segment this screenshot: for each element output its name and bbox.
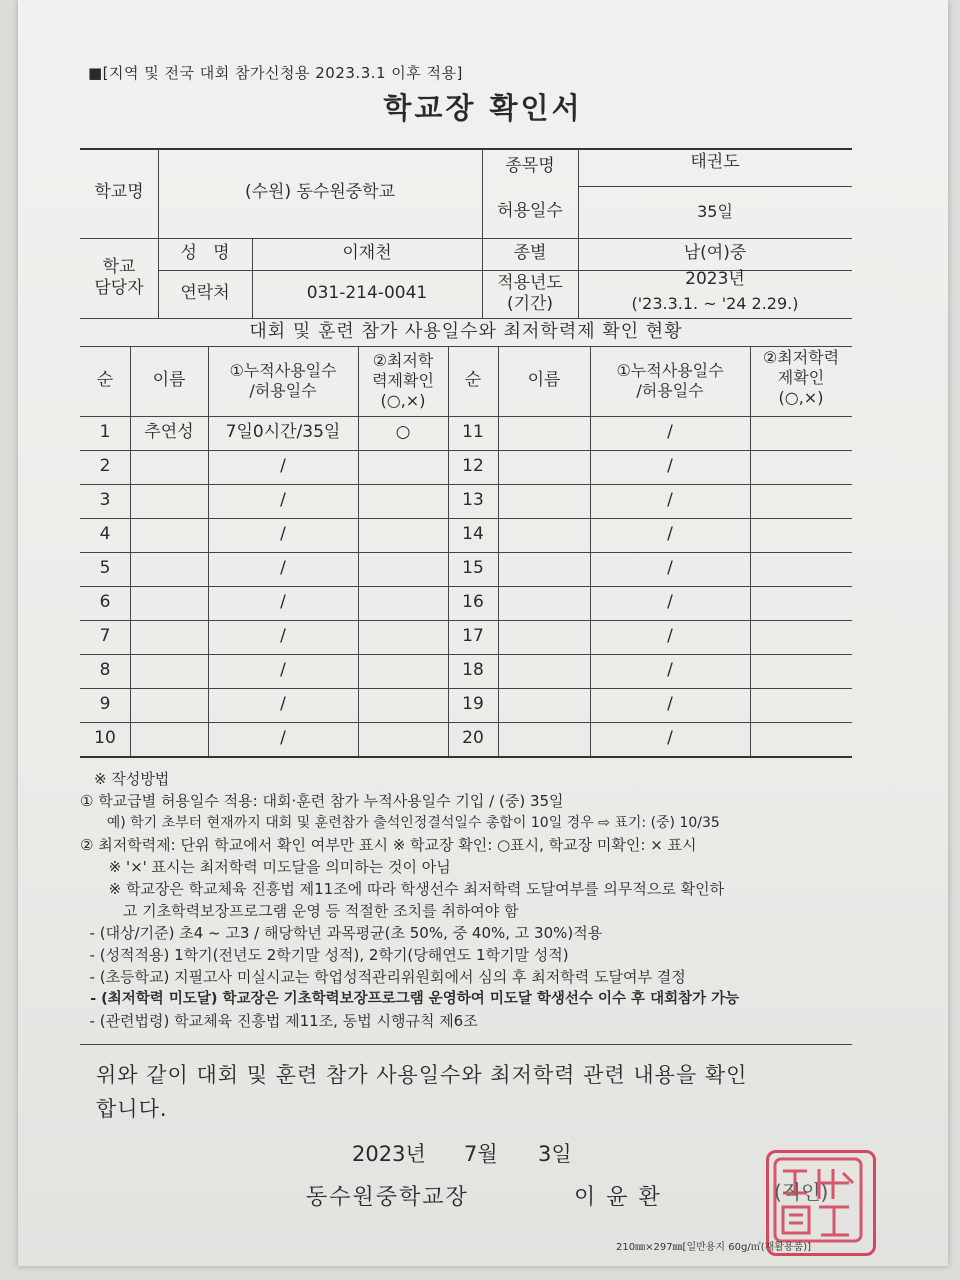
name-value: 이재천 <box>342 243 392 264</box>
row-name <box>498 450 590 484</box>
event-value: 태권도 <box>690 152 740 173</box>
row-no: 10 <box>94 728 116 749</box>
confirmation-line: 위와 같이 대회 및 훈련 참가 사용일수와 최저학력 관련 내용을 확인 <box>96 1063 748 1087</box>
row-check <box>750 484 852 518</box>
confirmation-line: 합니다. <box>96 1097 168 1121</box>
contact-value: 031-214-0041 <box>306 283 428 304</box>
instruction-line: ※ 학교장은 학교체육 진흥법 제11조에 따라 학생선수 최저학력 도달여부를 의무적으로 확인하 <box>80 880 725 898</box>
row-name <box>130 586 208 620</box>
year-period: ('23.3.1. ~ '24 2.29.) <box>631 294 799 313</box>
row-name <box>498 688 590 722</box>
row-no: 20 <box>462 728 484 749</box>
row-no: 3 <box>99 490 111 511</box>
instruction-line: 예) 학기 초부터 현재까지 대회 및 훈련참가 출석인정결석일수 총합이 10일 경우 ⇨ 표기: (중) 10/35 <box>80 815 720 831</box>
row-days: / <box>667 728 673 749</box>
instruction-line: - (관련법령) 학교체육 진흥법 제11조, 동법 시행규칙 제6조 <box>80 1012 478 1030</box>
row-days: / <box>667 456 673 477</box>
row-check <box>750 688 852 722</box>
school-value: (수원) 동수원중학교 <box>244 182 396 203</box>
row-no: 14 <box>462 524 484 545</box>
form-note: ■[지역 및 전국 대회 참가신청용 2023.3.1 이후 적용] <box>88 64 463 82</box>
row-days: / <box>667 558 673 579</box>
school-label: 학교명 <box>94 182 144 203</box>
row-days: / <box>280 456 286 477</box>
header-academic: ②최저학력 제확인 (○,×) <box>762 348 840 407</box>
rule <box>80 756 852 758</box>
confirmation-text <box>96 1058 747 1126</box>
row-check <box>750 552 852 586</box>
row-check <box>358 688 448 722</box>
date-day: 3일 <box>538 1142 572 1166</box>
row-days: / <box>280 728 286 749</box>
row-days: / <box>280 660 286 681</box>
instructions <box>80 768 739 1032</box>
row-check <box>750 722 852 756</box>
row-name <box>498 552 590 586</box>
row-name <box>498 518 590 552</box>
row-name <box>498 586 590 620</box>
section-title: 대회 및 훈련 참가 사용일수와 최저학력제 확인 현황 <box>249 320 683 342</box>
principal-name: 이 윤 환 <box>574 1185 662 1210</box>
date-year: 2023년 <box>352 1142 426 1166</box>
row-check <box>358 484 448 518</box>
name-label: 성 명 <box>180 243 230 264</box>
row-no: 9 <box>99 694 111 715</box>
row-no: 2 <box>99 456 111 477</box>
contact-label: 연락처 <box>180 283 230 304</box>
header-name: 이름 <box>527 370 561 391</box>
row-days: / <box>667 694 673 715</box>
row-no: 16 <box>462 592 484 613</box>
year-label: 적용년도 (기간) <box>497 272 563 314</box>
row-check <box>750 620 852 654</box>
row-days: / <box>280 626 286 647</box>
row-check <box>750 416 852 450</box>
row-name <box>130 654 208 688</box>
row-days: / <box>280 592 286 613</box>
instruction-line: - (최저학력 미도달) 학교장은 기초학력보장프로그램 운영하여 미도달 학생선수 이수 후 대회참가 가능 <box>80 991 740 1007</box>
row-no: 5 <box>99 558 111 579</box>
row-no: 1 <box>99 422 111 443</box>
rule <box>80 1044 852 1045</box>
row-days: / <box>667 592 673 613</box>
row-name <box>130 552 208 586</box>
row-no: 12 <box>462 456 484 477</box>
instruction-line: - (초등학교) 지필고사 미실시교는 학업성적관리위원회에서 심의 후 최저학력 도달여부 결정 <box>80 968 686 986</box>
row-name <box>498 722 590 756</box>
row-no: 17 <box>462 626 484 647</box>
header-no: 순 <box>96 370 114 391</box>
instruction-line: 고 기초학력보장프로그램 운영 등 적절한 조치를 취하여야 함 <box>80 902 519 920</box>
instructions-heading: ※ 작성방법 <box>94 770 170 788</box>
row-name <box>130 688 208 722</box>
row-check <box>358 586 448 620</box>
row-name <box>130 450 208 484</box>
row-name <box>498 620 590 654</box>
row-days: / <box>280 694 286 715</box>
row-no: 8 <box>99 660 111 681</box>
row-days: / <box>280 524 286 545</box>
header-days: ①누적사용일수 /허용일수 <box>229 361 337 400</box>
row-days: / <box>667 422 673 443</box>
row-name <box>130 484 208 518</box>
header-no: 순 <box>464 370 482 391</box>
row-check <box>750 654 852 688</box>
row-check <box>358 518 448 552</box>
instruction-line: - (대상/기준) 초4 ~ 고3 / 해당학년 과목평균(초 50%, 중 40%, 고 30%)적용 <box>80 924 603 942</box>
instruction-line: - (성적적용) 1학기(전년도 2학기말 성적), 2학기(당해연도 1학기말 성적) <box>80 946 569 964</box>
header-days: ①누적사용일수 /허용일수 <box>616 361 724 400</box>
row-no: 7 <box>99 626 111 647</box>
row-name <box>130 518 208 552</box>
row-no: 18 <box>462 660 484 681</box>
row-name <box>498 484 590 518</box>
header-name: 이름 <box>152 370 186 391</box>
row-name <box>498 654 590 688</box>
row-name <box>130 620 208 654</box>
category-label: 종별 <box>513 243 547 264</box>
row-check <box>358 722 448 756</box>
instruction-line: ※ '×' 표시는 최저학력 미도달을 의미하는 것이 아님 <box>80 858 451 876</box>
row-check <box>750 586 852 620</box>
header-academic: ②최저학 력제확인 (○,×) <box>372 351 434 410</box>
document-page <box>18 0 948 1266</box>
row-name <box>498 416 590 450</box>
manager-label: 학교 담당자 <box>94 256 144 298</box>
event-label: 종목명 <box>505 156 555 177</box>
row-days: / <box>667 524 673 545</box>
row-name: 추연성 <box>144 422 194 443</box>
principal-title: 동수원중학교장 <box>306 1185 469 1210</box>
row-days: / <box>280 558 286 579</box>
row-no: 15 <box>462 558 484 579</box>
allowed-days-label: 허용일수 <box>497 201 563 222</box>
row-check <box>750 450 852 484</box>
category-value: 남(여)중 <box>683 243 747 264</box>
date-month: 7월 <box>464 1142 498 1166</box>
year-value: 2023년 <box>685 269 745 290</box>
row-no: 13 <box>462 490 484 511</box>
row-days: 7일0시간/35일 <box>225 422 341 443</box>
instruction-line: ① 학교급별 허용일수 적용: 대회·훈련 참가 누적사용일수 기입 / (중) 35일 <box>80 792 564 810</box>
row-days: / <box>667 626 673 647</box>
row-check <box>358 450 448 484</box>
row-days: / <box>280 490 286 511</box>
row-no: 6 <box>99 592 111 613</box>
row-check <box>358 654 448 688</box>
row-check <box>750 518 852 552</box>
seal-label: (직인) <box>774 1180 829 1204</box>
row-check: ○ <box>395 422 411 443</box>
row-check <box>358 552 448 586</box>
row-name <box>130 722 208 756</box>
row-no: 19 <box>462 694 484 715</box>
row-days: / <box>667 490 673 511</box>
instruction-line: ② 최저학력제: 단위 학교에서 확인 여부만 표시 ※ 학교장 확인: ○표시, 학교장 미확인: × 표시 <box>80 836 697 854</box>
allowed-days-value: 35일 <box>697 202 733 221</box>
document-title: 학교장 확인서 <box>383 91 583 125</box>
paper-spec: 210㎜×297㎜[일반용지 60g/㎡(재활용품)] <box>616 1242 812 1253</box>
row-no: 4 <box>99 524 111 545</box>
row-check <box>358 620 448 654</box>
row-days: / <box>667 660 673 681</box>
row-no: 11 <box>462 422 484 443</box>
